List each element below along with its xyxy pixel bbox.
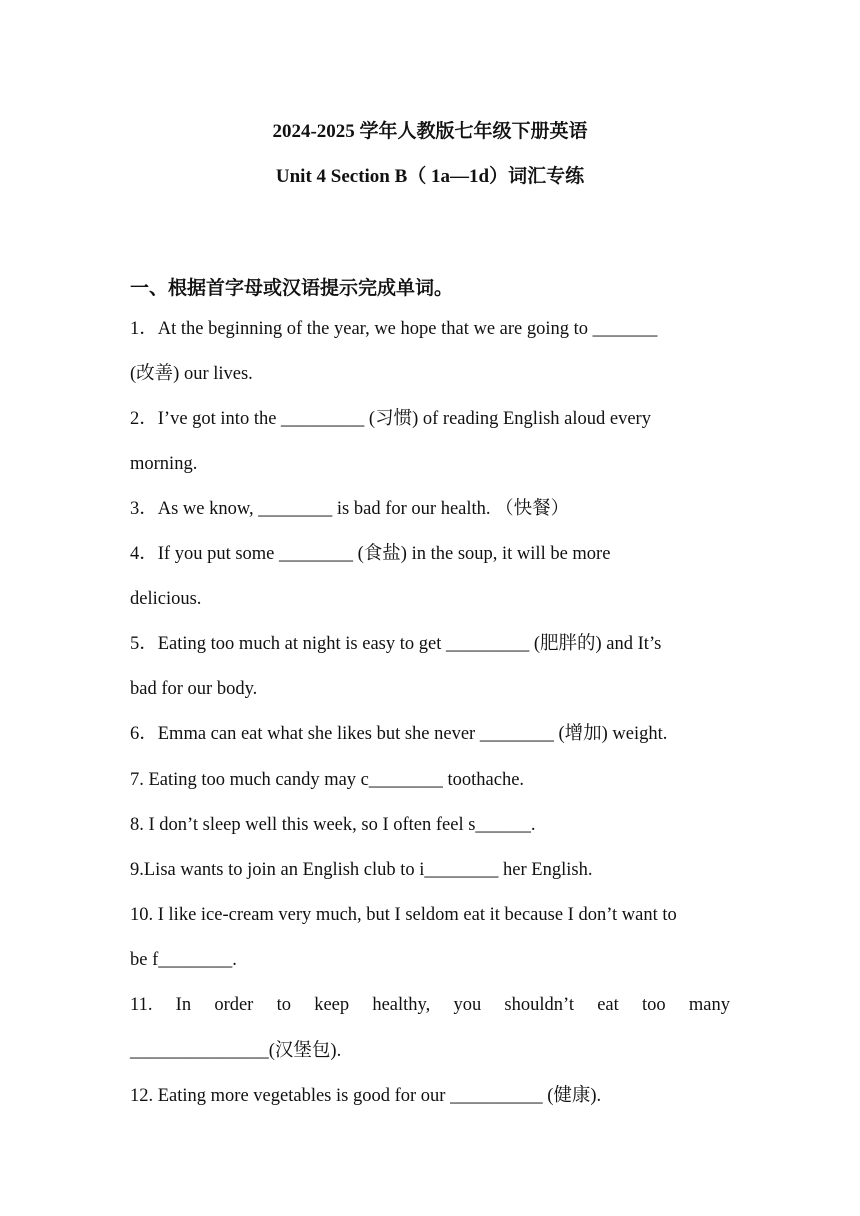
- justified-word: 11.: [130, 995, 153, 1015]
- justified-word: to: [276, 995, 291, 1015]
- document-title: 2024-2025 学年人教版七年级下册英语: [272, 121, 588, 142]
- exercise-line-5: 3．As we know, ________ is bad for our health. （快餐）: [130, 499, 570, 519]
- exercise-line-6: 4．If you put some ________ (食盐) in the soup, it will be more: [130, 544, 611, 564]
- exercise-line-9: bad for our body.: [130, 679, 258, 699]
- justified-word: shouldn’t: [504, 995, 574, 1015]
- exercise-line-2: (改善) our lives.: [130, 364, 253, 384]
- exercise-line-13: 9.Lisa wants to join an English club to i________ her English.: [130, 860, 593, 880]
- exercise-line-15: be f________.: [130, 950, 237, 970]
- exercise-line-11: 7. Eating too much candy may c________ toothache.: [130, 770, 525, 790]
- exercise-line-12: 8. I don’t sleep well this week, so I often feel s______.: [130, 815, 536, 835]
- exercise-line-18: 12. Eating more vegetables is good for our __________ (健康).: [130, 1086, 602, 1106]
- exercise-line-1: 1．At the beginning of the year, we hope that we are going to _______: [130, 319, 658, 339]
- section-heading: 一、根据首字母或汉语提示完成单词。: [130, 278, 454, 299]
- justified-word: keep: [314, 995, 350, 1015]
- exercise-line-4: morning.: [130, 454, 198, 474]
- justified-word: healthy,: [372, 995, 431, 1015]
- exercise-line-10: 6．Emma can eat what she likes but she never ________ (增加) weight.: [130, 724, 668, 744]
- exercise-line-17: _______________(汉堡包).: [130, 1041, 342, 1061]
- justified-word: many: [688, 995, 730, 1015]
- exercise-line-3: 2．I’ve got into the _________ (习惯) of reading English aloud every: [130, 409, 651, 429]
- exercise-line-14: 10. I like ice-cream very much, but I seldom eat it because I don’t want to: [130, 905, 677, 925]
- justified-word: In: [175, 995, 192, 1015]
- exercise-line-16: [130, 993, 730, 1017]
- exercise-line-8: 5．Eating too much at night is easy to get _________ (肥胖的) and It’s: [130, 634, 662, 654]
- justified-word: you: [453, 995, 482, 1015]
- exercise-line-7: delicious.: [130, 589, 202, 609]
- justified-word: too: [641, 995, 666, 1015]
- justified-word: eat: [597, 995, 619, 1015]
- justified-word: order: [214, 995, 254, 1015]
- document-subtitle: Unit 4 Section B（ 1a—1d）词汇专练: [275, 166, 585, 187]
